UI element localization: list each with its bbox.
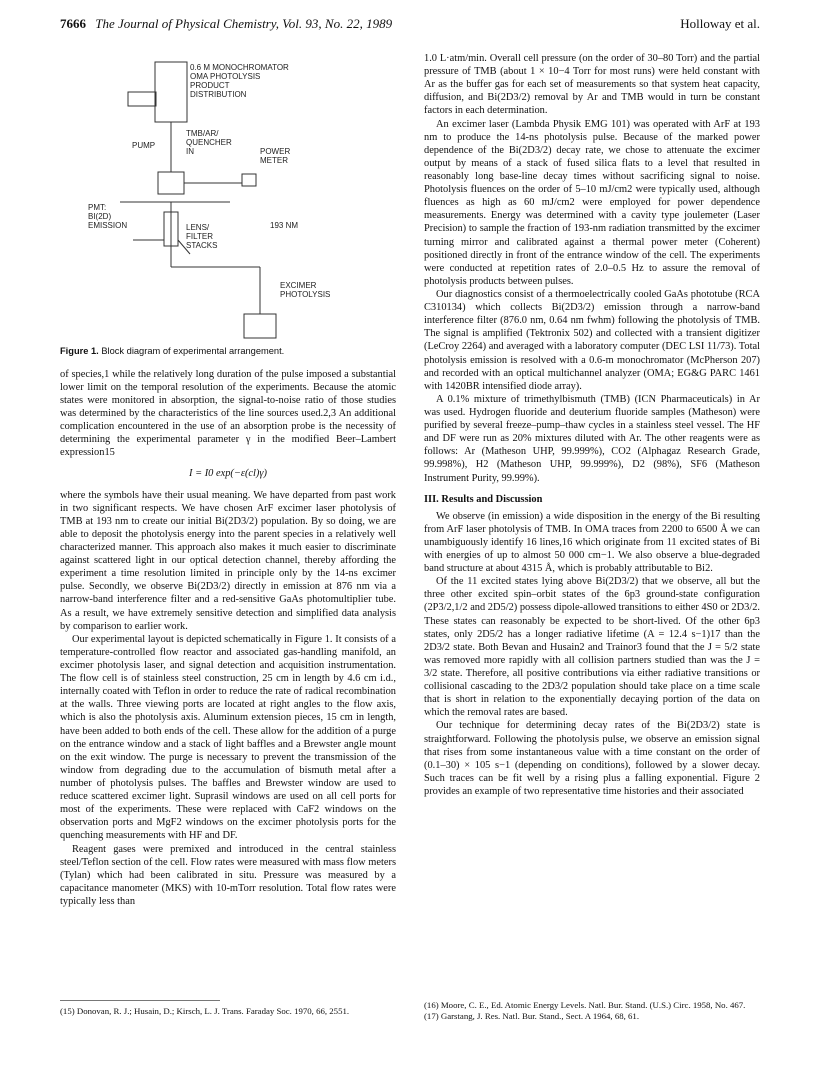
left-paragraph-4: Reagent gases were premixed and introduced in the central stainless steel/Teflon section of the cell. Flow rates were measured with mass flow meters (Tylan) which had been calibrated in situ. Pressure was measured by a capacitance manometer (MKS) with 10-mTorr resolution. Total flow rates were typically less than bbox=[60, 843, 396, 907]
left-paragraph-2: where the symbols have their usual meaning. We have departed from past work in two significant respects. We have chosen ArF excimer laser photolysis of TMB at 193 nm to create our initial Bi(2D3/2) population. By so doing, we are able to deposit the photolysis energy into the parent species in a relatively well characterized manner. This approach also makes it much easier to discriminate against scattered light in our optical detection channel, thereby affording the experiment a time resolution limited in principle only by the 14-ns excimer pulse. Secondly, we observe Bi(2D3/2) directly in emission at 876 nm via a narrow-band interference filter and a red-sensitive GaAs photomultiplier tube. As a result, we have extremely sensitive detection and simplified data analysis by comparison to earlier work. bbox=[60, 489, 396, 632]
flow-cell-top bbox=[158, 172, 184, 194]
figure-1-caption-text: Block diagram of experimental arrangement. bbox=[98, 346, 285, 356]
figure-1-diagram bbox=[60, 52, 396, 340]
left-footnotes bbox=[60, 1000, 396, 1017]
right-column bbox=[424, 52, 760, 798]
monochromator-label: 0.6 M MONOCHROMATOR OMA PHOTOLYSIS PRODUCT DISTRIBUTION bbox=[190, 63, 289, 99]
right-paragraph-4: A 0.1% mixture of trimethylbismuth (TMB) (ICN Pharmaceuticals) in Ar was used. Hydrogen fluoride and deuterium fluoride samples (Matheson) were purified by several freeze–pump–thaw cycles in a stainless steel vessel. The HF and DF were run as 20% mixtures diluted with Ar. The other reagents were as follows: Ar (Matheson UHP, 99.999%), CO2 (Alphagaz Research Grade, 99.998%), H2 (Matheson UHP, 99.999%), D2 (98%), SF6 (Matheson Instrument Purity, 99.99%). bbox=[424, 393, 760, 484]
pump-label: PUMP bbox=[132, 141, 156, 150]
right-paragraph-3: Our diagnostics consist of a thermoelectrically cooled GaAs phototube (RCA C310134) which collects Bi(2D3/2) emission through a narrow-band interference filter (876.0 nm, 0.64 nm fwhm) following the photolysis of TMB. The signal is amplified (Tektronix 502) and collected with a transient digitizer (LeCroy 2264) and averaged with a laboratory computer (DEC LSI 11/73). Total photolysis emission is resolved with a 0.6-m monochromator (McPherson 207) and recorded with an optical multichannel analyzer (OMA; EG&G PARC 1461 with 1420BR intensified diode array). bbox=[424, 288, 760, 392]
right-footnotes bbox=[424, 1000, 760, 1021]
left-paragraph-3: Our experimental layout is depicted schematically in Figure 1. It consists of a temperature-controlled flow reactor and associated gas-handling manifold, an excimer photolysis laser, and signal detection and acquisition instrumentation. The flow cell is of stainless steel construction, 25 cm in length by 4.6 cm i.d., internally coated with Teflon in order to reduce the rate of radical recombination at the walls. Three viewing ports are located at right angles to the flow axis, which is also the photolysis axis. Aluminum extension pieces, 15 cm in length, have been added to both ends of the cell. These allow for the addition of a purge on the entrance window and a stack of light baffles and a Brewster angle mount on the exit window. The purge is necessary to prevent the transmission of the window from degrading due to the accumulation of bismuth metal after a number of photolysis pulses. The baffles and Brewster window are used to reduce scattered excimer light. Suprasil windows are used on all cell ports for most of the experiments. These were replaced with CaF2 windows on the observation ports and MgF2 windows on the excimer photolysis ports for the quenching measurements with HF and DF. bbox=[60, 633, 396, 842]
right-paragraph-7: Our technique for determining decay rates of the Bi(2D3/2) state is straightforward. Following the photolysis pulse, we observe an emission signal that rises from some instantaneous value with a time constant on the order of (0.1–30) × 105 s−1 (depending on conditions), followed by a slower decay. Such traces can be fit well by a rising plus a falling exponential. Figure 2 provides an example of two representative time histories and their associated bbox=[424, 720, 760, 798]
right-paragraph-1: 1.0 L·atm/min. Overall cell pressure (on the order of 30–80 Torr) and the partial pressure of TMB (about 1 × 10−4 Torr for most runs) were held constant with Ar as the buffer gas for each set of measurements so that system heat capacity, diffusion, and Bi(2D3/2) removal by Ar and TMB would in turn be constant factors in each determination. bbox=[424, 53, 760, 117]
beer-lambert-equation: I = I0 exp(−ε(cl)γ) bbox=[189, 468, 267, 480]
oma-box bbox=[128, 92, 156, 106]
left-column bbox=[60, 52, 396, 908]
footnote-rule bbox=[60, 1000, 220, 1001]
power-meter-label: POWER METER bbox=[260, 147, 291, 165]
right-paragraph-5: We observe (in emission) a wide disposition in the energy of the Bi resulting from ArF laser photolysis of TMB. In OMA traces from 2200 to 6500 Å we can unambiguously identify 16 lines,16 which originate from 11 excited states of Bi with energies of up to almost 50 000 cm−1. We also observe a blue-degraded band structure at about 4315 Å, which is probably attributable to Bi2. bbox=[424, 510, 760, 575]
quencher-label: TMB/AR/ QUENCHER IN bbox=[186, 129, 232, 156]
power-meter bbox=[242, 174, 256, 186]
pmt-label: PMT: BI(2D) EMISSION bbox=[88, 203, 128, 230]
page-number: 7666 bbox=[60, 16, 86, 31]
right-paragraph-6: Of the 11 excited states lying above Bi(2D3/2) that we observe, all but the three other excited spin–orbit states of the 6p3 ground-state configuration (2P3/2,1/2 and 2D5/2) possess dipole-allowed transitions to either 4S0 or 2D3/2. These states can reasonably be expected to be short-lived. Of the other 6p3 states, only 2D5/2 has a longer radiative lifetime (A = 12.4 s−1)17 than the 2D3/2 state. Both Bevan and Husain2 and Trainor3 found that the J = 5/2 state was removed more rapidly with all collision partners studied than was the J = 3/2 state. Therefore, all positive contributions via either radiative transitions or collisional cascading to the 2D3/2 population should take place on a time scale that is short in relation to the exponentially decaying portion of the data on which the removal rates are based. bbox=[424, 576, 760, 719]
running-header bbox=[60, 16, 760, 38]
footnote-15: (15) Donovan, R. J.; Husain, D.; Kirsch, L. J. Trans. Faraday Soc. 1970, 66, 2551. bbox=[60, 1006, 350, 1016]
header-authors: Holloway et al. bbox=[680, 16, 760, 31]
lens-filter-label: LENS/ FILTER STACKS bbox=[186, 223, 218, 250]
excimer-label: EXCIMER PHOTOLYSIS bbox=[280, 281, 331, 299]
wavelength-label: 193 NM bbox=[270, 221, 299, 230]
monochromator-box bbox=[155, 62, 187, 122]
journal-citation: The Journal of Physical Chemistry, Vol. 93, No. 22, 1989 bbox=[95, 16, 393, 31]
footnote-16: (16) Moore, C. E., Ed. Atomic Energy Levels. Natl. Bur. Stand. (U.S.) Circ. 1958, No. 467. bbox=[424, 1000, 746, 1010]
right-paragraph-2: An excimer laser (Lambda Physik EMG 101) was operated with ArF at 193 nm to produce the 14-ns photolysis pulse. Because of the marked power dependence of the Bi(2D3/2) decay rate, we chose to attenuate the excimer output by means of a stack of fused silica flats to a level that resulted in reasonably long base-line decay times without sacrificing signal to noise. Photolysis fluences on the order of 5–10 mJ/cm2 were typically used, although fluences as high as 60 mJ/cm2 were employed for power dependence measurements. Energy was determined with a cavity type joulemeter (Laser Precision) to sample the fraction of 193-nm radiation transmitted by the excimer turning mirror and calibrated against a thermal power meter (Coherent) positioned directly in front of the entrance window of the cell. The experiments were conducted at repetition rates of 2.0–0.5 Hz to assure the removal of photolysis products between pulses. bbox=[424, 118, 760, 287]
section-heading: III. Results and Discussion bbox=[424, 493, 543, 505]
figure-1-caption bbox=[60, 346, 396, 358]
excimer-laser-box bbox=[244, 314, 276, 338]
left-paragraph-1: of species,1 while the relatively long duration of the pulse imposed a substantial lower limit on the temporal resolution of the experiments. Because the atomic states were monitored in absorption, the signal-to-noise ratio of those studies was determined by the characteristics of the line sources used.2,3 An additional complication encountered in the use of an absorption probe is the necessity of determining the experimental parameter γ in the modified Beer–Lambert expression15 bbox=[60, 368, 396, 459]
footnote-17: (17) Garstang, J. Res. Natl. Bur. Stand., Sect. A 1964, 68, 61. bbox=[424, 1010, 640, 1021]
figure-1-caption-label: Figure 1. bbox=[60, 346, 99, 356]
header-left bbox=[60, 16, 392, 32]
